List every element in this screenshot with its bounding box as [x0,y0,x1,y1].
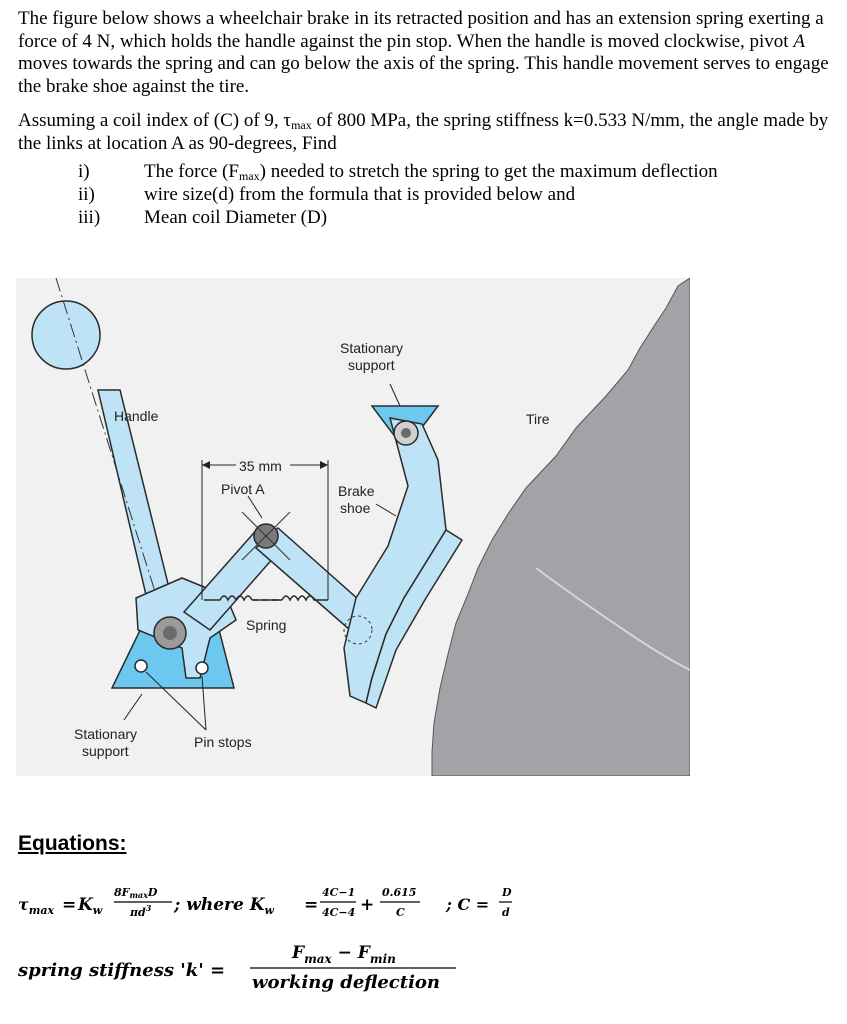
eq-equals-1: = [62,895,77,915]
pin-stop-left [135,660,147,672]
pivot-a-italic: A [793,30,805,52]
pin-stop-right [196,662,208,674]
eq-frac4-den: d [502,906,510,919]
eq-equals-2: = [304,895,319,915]
label-pin-stops: Pin stops [194,734,252,750]
eq-where: ; where $K_w$ [174,895,274,917]
para2-text-a: Assuming a coil index of (C) of 9, τ [18,110,292,131]
item-text-a: The force (F [144,161,239,182]
label-spring: Spring [246,617,287,633]
eq-stiff-num: $F_{max} - F_{min}$ [292,943,396,966]
item-text: Mean coil Diameter (D) [144,207,328,228]
eq-tau: $\tau_{max}$ [18,895,55,917]
handle-pivot-center [163,626,177,640]
label-lower-support-line1: Stationary [74,726,138,742]
label-pivot-a: Pivot A [221,481,265,497]
brake-pivot-center [401,428,411,438]
label-dimension: 35 mm [239,458,282,474]
item-number: i) [78,161,90,182]
para1-text-b: moves towards the spring and can go below the axis of the spring. This handle movement serves to engage the brake shoe against the tire. [18,53,829,97]
eq-plus: + [360,895,375,915]
eq-frac1-den: $\pi d^3$ [130,903,152,919]
item-text: wire size(d) from the formula that is provided below and [144,184,576,205]
para1-text-a: The figure below shows a wheelchair brake in its retracted position and has an extension spring exerting a force of 4 N, which holds the handle against the pin stop. When the handle is moved clockwise, pivot [18,8,824,52]
equations-block [10,872,530,1022]
eq-stiffness-label: spring stiffness 'k' = [18,960,226,981]
label-upper-support-line1: Stationary [340,340,404,356]
eq-c-def: ; C = [446,895,490,914]
eq-frac2-den: 4C−4 [322,906,356,919]
label-lower-support-line2: support [82,743,129,759]
label-upper-support-line2: support [348,357,395,373]
equations-heading: Equations: [18,832,127,855]
item-sub: max [238,169,260,183]
label-brake-shoe-line2: shoe [340,500,371,516]
eq-frac3-num: 0.615 [382,886,417,899]
label-brake-shoe-line1: Brake [338,483,375,499]
problem-paragraph-1 [18,8,830,98]
item-number: iii) [78,207,101,228]
label-handle: Handle [114,408,159,424]
eq-frac4-num: D [502,886,512,899]
eq-stiff-den: working deflection [252,972,441,993]
eq-frac3-den: C [396,906,405,919]
tau-max-sub: max [291,118,312,132]
wheelchair-brake-figure [16,278,690,776]
item-number: ii) [78,184,95,205]
problem-paragraph-2 [18,110,830,155]
eq-frac2-num: 4C−1 [322,886,356,899]
label-tire: Tire [526,411,550,427]
eq-kw: $K_w$ [78,895,103,917]
eq-frac1-num: 8FmaxD [114,886,158,900]
item-text-b: ) needed to stretch the spring to get the maximum deflection [259,161,718,182]
item-text [144,160,718,183]
para2-text-b: of 800 MPa, the spring stiffness k=0.533 N/mm, the angle made by the links at location A as 90-degrees, Find [18,110,829,154]
